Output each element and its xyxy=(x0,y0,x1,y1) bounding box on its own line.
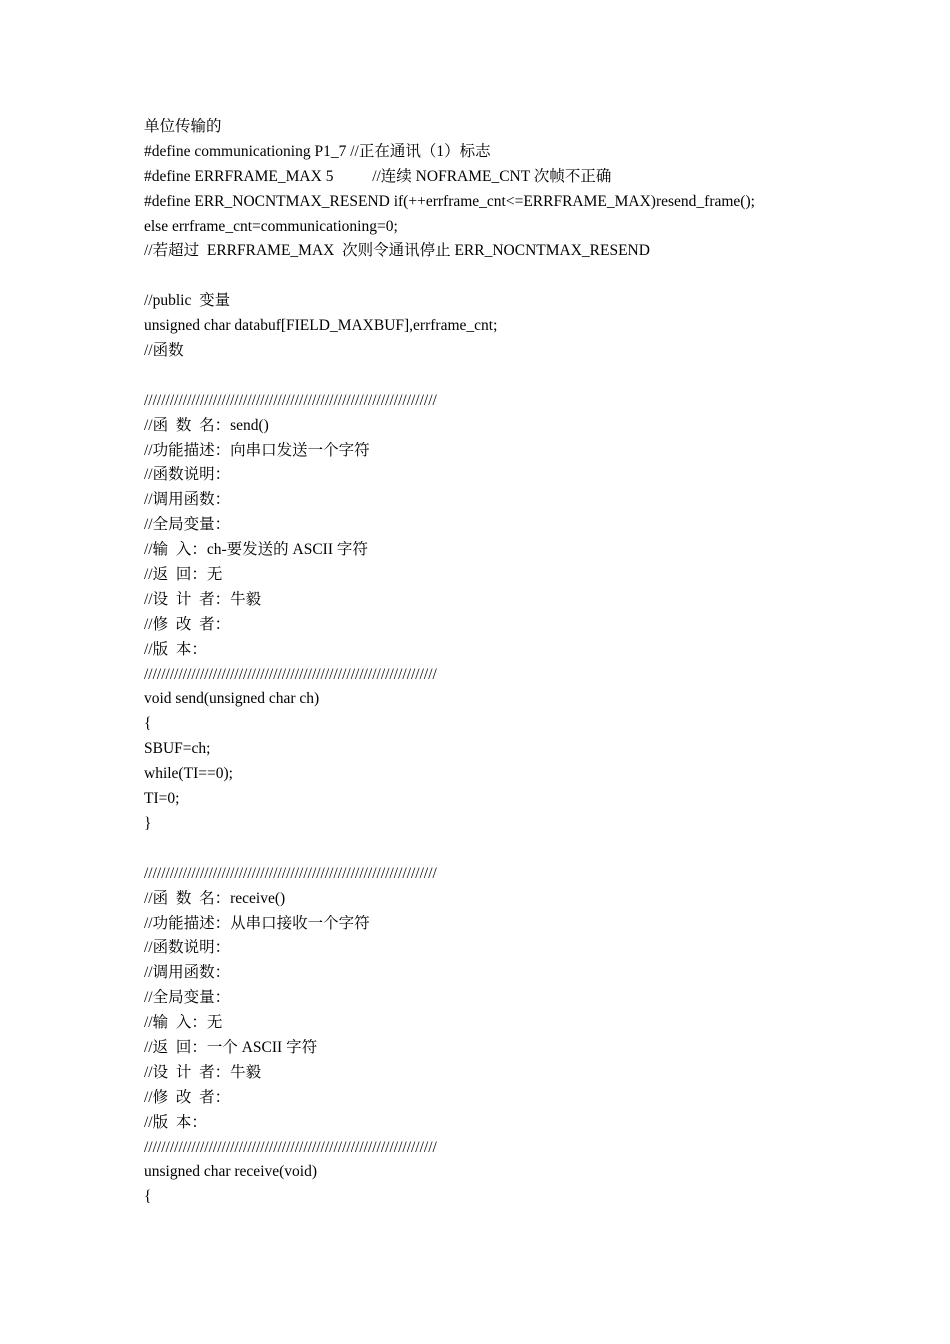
comment-divider: //////////////////////////////////////////////////////////////////// xyxy=(144,665,437,683)
text-line: while(TI==0); xyxy=(144,765,233,783)
text-line: #define ERRFRAME_MAX 5 //连续 NOFRAME_CNT 次帧不正确 xyxy=(144,167,612,185)
text-line: //修 改 者： xyxy=(144,615,231,633)
text-line: //public 变量 xyxy=(144,292,231,310)
text-line: //输 入：ch-要发送的 ASCII 字符 xyxy=(144,541,368,559)
text-line: //函数 xyxy=(144,342,184,360)
text-line: { xyxy=(144,1188,152,1206)
text-line: { xyxy=(144,715,152,733)
code-listing xyxy=(144,115,924,1210)
text-line: //调用函数： xyxy=(144,964,231,982)
comment-divider: //////////////////////////////////////////////////////////////////// xyxy=(144,864,437,882)
blank-line xyxy=(144,364,924,389)
text-line: //全局变量： xyxy=(144,989,231,1007)
comment-divider: //////////////////////////////////////////////////////////////////// xyxy=(144,1138,437,1156)
text-line: //函数说明： xyxy=(144,939,231,957)
text-line: //输 入：无 xyxy=(144,1014,223,1032)
text-line: 单位传输的 xyxy=(144,118,222,135)
text-line: //功能描述：从串口接收一个字符 xyxy=(144,914,370,932)
text-line: #define communicationing P1_7 //正在通讯（1）标志 xyxy=(144,142,491,160)
text-line: unsigned char receive(void) xyxy=(144,1163,318,1181)
text-line: TI=0; xyxy=(144,790,180,808)
text-line: //返 回：无 xyxy=(144,566,223,584)
text-line: //全局变量： xyxy=(144,516,231,534)
text-line: //调用函数： xyxy=(144,491,231,509)
text-line: //功能描述：向串口发送一个字符 xyxy=(144,441,370,459)
text-line: else errframe_cnt=communicationing=0; xyxy=(144,217,398,235)
text-line: //版 本： xyxy=(144,1113,207,1131)
text-line: SBUF=ch; xyxy=(144,740,211,758)
text-line: //函 数 名：send() xyxy=(144,416,269,434)
text-line: //设 计 者：牛毅 xyxy=(144,590,262,608)
text-line: void send(unsigned char ch) xyxy=(144,690,320,708)
text-line: //函 数 名：receive() xyxy=(144,889,286,907)
text-line: } xyxy=(144,814,152,832)
text-line: unsigned char databuf[FIELD_MAXBUF],errframe_cnt; xyxy=(144,317,498,335)
text-line: //版 本： xyxy=(144,640,207,658)
text-line: //修 改 者： xyxy=(144,1088,231,1106)
text-line: //设 计 者：牛毅 xyxy=(144,1063,262,1081)
blank-line xyxy=(144,837,924,862)
text-line: //返 回：一个 ASCII 字符 xyxy=(144,1038,318,1056)
text-line: //函数说明： xyxy=(144,466,231,484)
text-line: #define ERR_NOCNTMAX_RESEND if(++errframe_cnt<=ERRFRAME_MAX)resend_frame(); xyxy=(144,192,759,210)
text-line: //若超过 ERRFRAME_MAX 次则令通讯停止 ERR_NOCNTMAX_RESEND xyxy=(144,242,650,260)
blank-line xyxy=(144,264,924,289)
comment-divider: //////////////////////////////////////////////////////////////////// xyxy=(144,391,437,409)
